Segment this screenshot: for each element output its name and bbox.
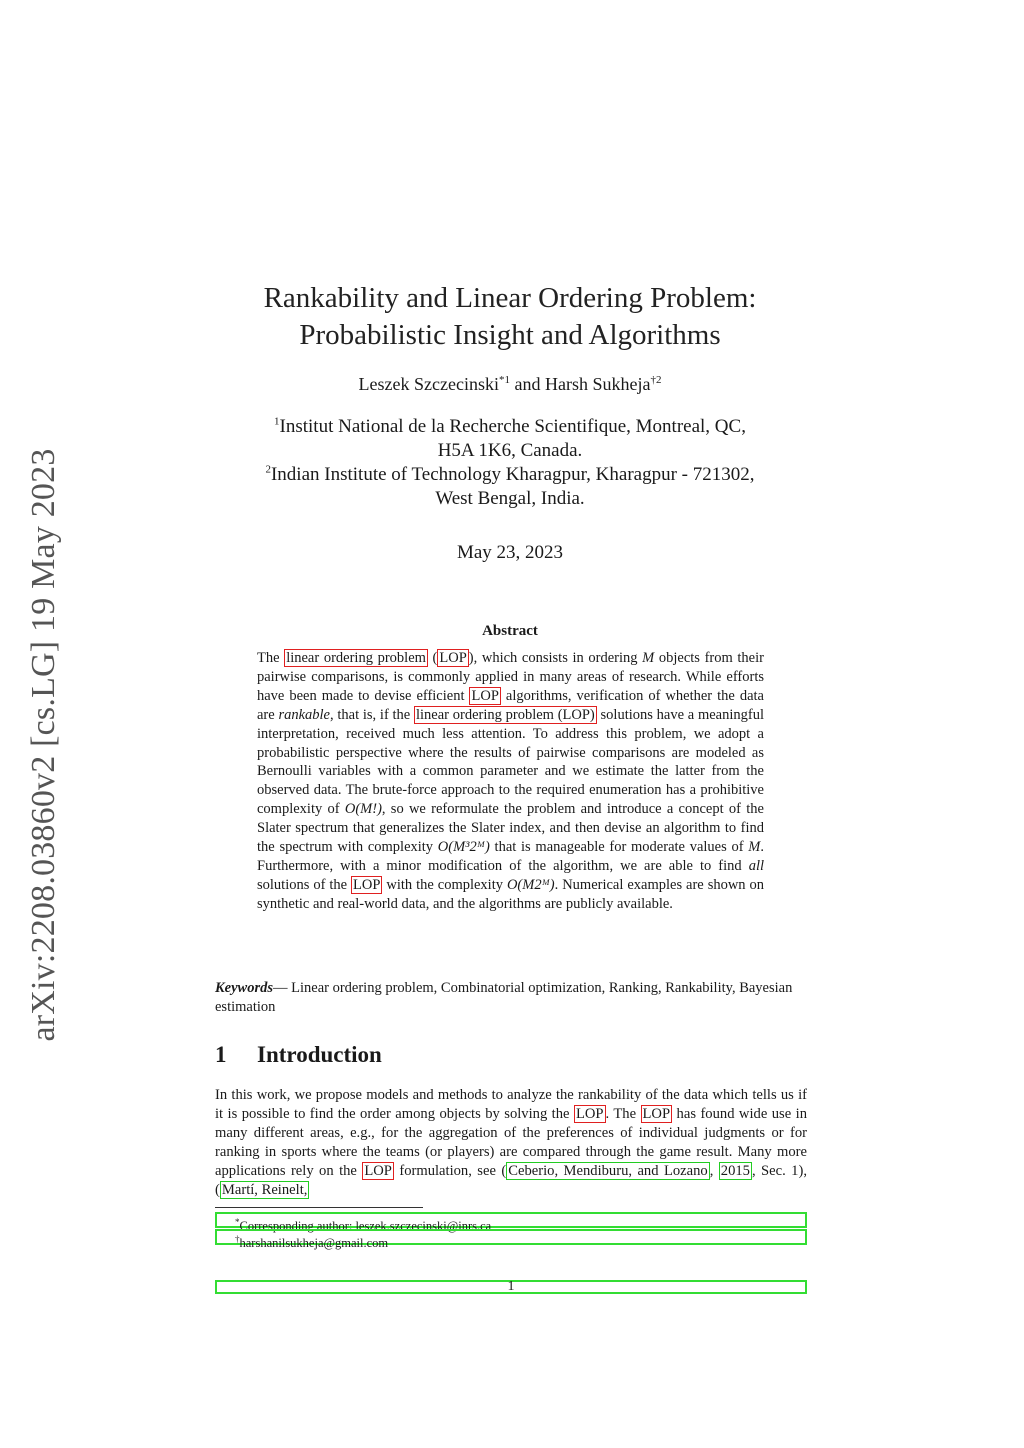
section-number: 1 bbox=[215, 1042, 227, 1067]
math-complexity: O(M³2ᴹ) bbox=[437, 839, 490, 856]
math-complexity: O(M!) bbox=[344, 801, 382, 818]
affil-1-mark: 1 bbox=[274, 415, 280, 428]
paper-date: May 23, 2023 bbox=[456, 542, 564, 563]
abstract-heading: Abstract bbox=[482, 623, 538, 639]
affil-1-line-1: Institut National de la Recherche Scientifique, Montreal, QC, bbox=[279, 416, 746, 437]
author-2-mark: †2 bbox=[650, 374, 662, 386]
affil-2-mark: 2 bbox=[265, 463, 271, 476]
footnote-2[interactable] bbox=[215, 1229, 807, 1251]
intro-text: formulation, see bbox=[393, 1163, 502, 1179]
math-var: M bbox=[642, 650, 655, 666]
link-linear-ordering-problem[interactable]: linear ordering problem bbox=[286, 650, 426, 666]
intro-text: , bbox=[709, 1163, 719, 1179]
title-line-2: Probabilistic Insight and Algorithms bbox=[299, 319, 721, 351]
footnote-rule bbox=[215, 1207, 423, 1208]
keywords-dash: — bbox=[273, 980, 292, 996]
intro-text: , Sec. 1), ( bbox=[215, 1163, 807, 1198]
citation-ceberio[interactable]: Ceberio, Mendiburu, and Lozano bbox=[508, 1163, 708, 1179]
footnote-1-mark: * bbox=[235, 1217, 240, 1227]
footnote-2-text: harshanilsukheja@gmail.com bbox=[239, 1236, 389, 1251]
affiliations bbox=[200, 415, 820, 511]
intro-text: In this work, we propose models and methods to analyze the rankability of the data which tells us if it is possible to find the order among objects by solving the bbox=[215, 1087, 807, 1122]
abstract-text: . Numerical examples are shown on synthetic and real-world data, and the algorithms are publicly available. bbox=[257, 876, 765, 912]
link-lop[interactable]: LOP bbox=[471, 687, 499, 704]
affil-2-line-1: Indian Institute of Technology Kharagpur, Kharagpur - 721302, bbox=[270, 464, 755, 485]
abstract-text: that is manageable for moderate values of bbox=[489, 839, 749, 856]
arxiv-identifier: arXiv:2208.03860v2 [cs.LG] 19 May 2023 bbox=[25, 448, 62, 1042]
author-1: Leszek Szczecinski bbox=[358, 374, 499, 394]
abstract-body bbox=[257, 649, 764, 914]
paper-title bbox=[200, 280, 820, 354]
abstract-text: The bbox=[257, 650, 285, 666]
abstract-text: solutions of the bbox=[257, 876, 352, 893]
keywords bbox=[215, 979, 817, 1017]
section-heading bbox=[215, 1042, 382, 1068]
authors bbox=[200, 374, 820, 395]
citation-year-2015[interactable]: 2015 bbox=[720, 1163, 750, 1179]
abstract-text: , so we reformulate the problem and introduce a concept of the Slater spectrum that generalizes the Slater index, and then devise an algorithm to find the spectrum with complexity bbox=[257, 801, 764, 856]
link-lop[interactable]: LOP bbox=[642, 1106, 671, 1122]
link-lop[interactable]: LOP bbox=[353, 876, 381, 893]
author-1-mark: *1 bbox=[498, 374, 510, 386]
intro-text: has found wide use in many different areas, e.g., for the aggregation of the preferences of individual judgments or for ranking in sports where the teams (or players) are compared through the game result. Many more applications rely on the bbox=[215, 1106, 807, 1179]
math-complexity: O(M2ᴹ) bbox=[506, 876, 555, 893]
intro-paragraph bbox=[215, 1086, 807, 1200]
math-var: M bbox=[748, 839, 761, 856]
abstract-text: ( bbox=[427, 650, 438, 666]
footnote-2-mark: † bbox=[235, 1234, 240, 1244]
link-lop[interactable]: LOP bbox=[364, 1163, 392, 1179]
footnote-1[interactable] bbox=[215, 1212, 807, 1234]
abstract-text: , that is, if the bbox=[330, 706, 414, 723]
intro-text: ( bbox=[501, 1163, 507, 1179]
abstract-text: objects from their pairwise comparisons, is commonly applied in many areas of research. While efforts have been made to devise efficient bbox=[257, 650, 764, 704]
affil-1-line-2: H5A 1K6, Canada. bbox=[437, 440, 583, 461]
abstract-text: ), which consists in ordering bbox=[468, 650, 643, 666]
abstract-text: with the complexity bbox=[382, 876, 507, 893]
abstract-text: algorithms, verification of whether the data are bbox=[257, 687, 764, 723]
affil-2-line-2: West Bengal, India. bbox=[435, 488, 585, 509]
abstract-text: . Furthermore, with a minor modification of the algorithm, we are able to find bbox=[257, 839, 764, 874]
link-lop[interactable]: LOP bbox=[575, 1106, 604, 1122]
title-line-1: Rankability and Linear Ordering Problem: bbox=[263, 282, 757, 314]
intro-text: . The bbox=[605, 1106, 641, 1122]
abstract-text: solutions have a meaningful interpretation, received much less attention. To address this problem, we adopt a probabilistic perspective where the results of pairwise comparisons are modeled as Bernoulli variables with a common parameter and we estimate the latter from the observed data. The brute-force approach to the required enumeration has a prohibitive complexity of bbox=[257, 706, 764, 818]
emphasis: rankable bbox=[278, 706, 330, 723]
section-title: Introduction bbox=[257, 1042, 382, 1067]
link-lop[interactable]: LOP bbox=[439, 650, 467, 666]
link-linear-ordering-problem-lop[interactable]: linear ordering problem (LOP) bbox=[416, 706, 595, 723]
citation-marti[interactable]: Martí, Reinelt, bbox=[221, 1182, 308, 1198]
author-conjunction: and bbox=[509, 374, 545, 394]
page-number[interactable]: 1 bbox=[215, 1280, 807, 1294]
keywords-label: Keywords bbox=[215, 980, 273, 996]
footnote-1-text: Corresponding author: leszek.szczecinski@inrs.ca bbox=[239, 1219, 492, 1234]
author-2: Harsh Sukheja bbox=[544, 374, 651, 394]
emphasis: all bbox=[748, 857, 764, 874]
keywords-list: Linear ordering problem, Combinatorial optimization, Ranking, Rankability, Bayesian estimation bbox=[215, 980, 793, 1015]
